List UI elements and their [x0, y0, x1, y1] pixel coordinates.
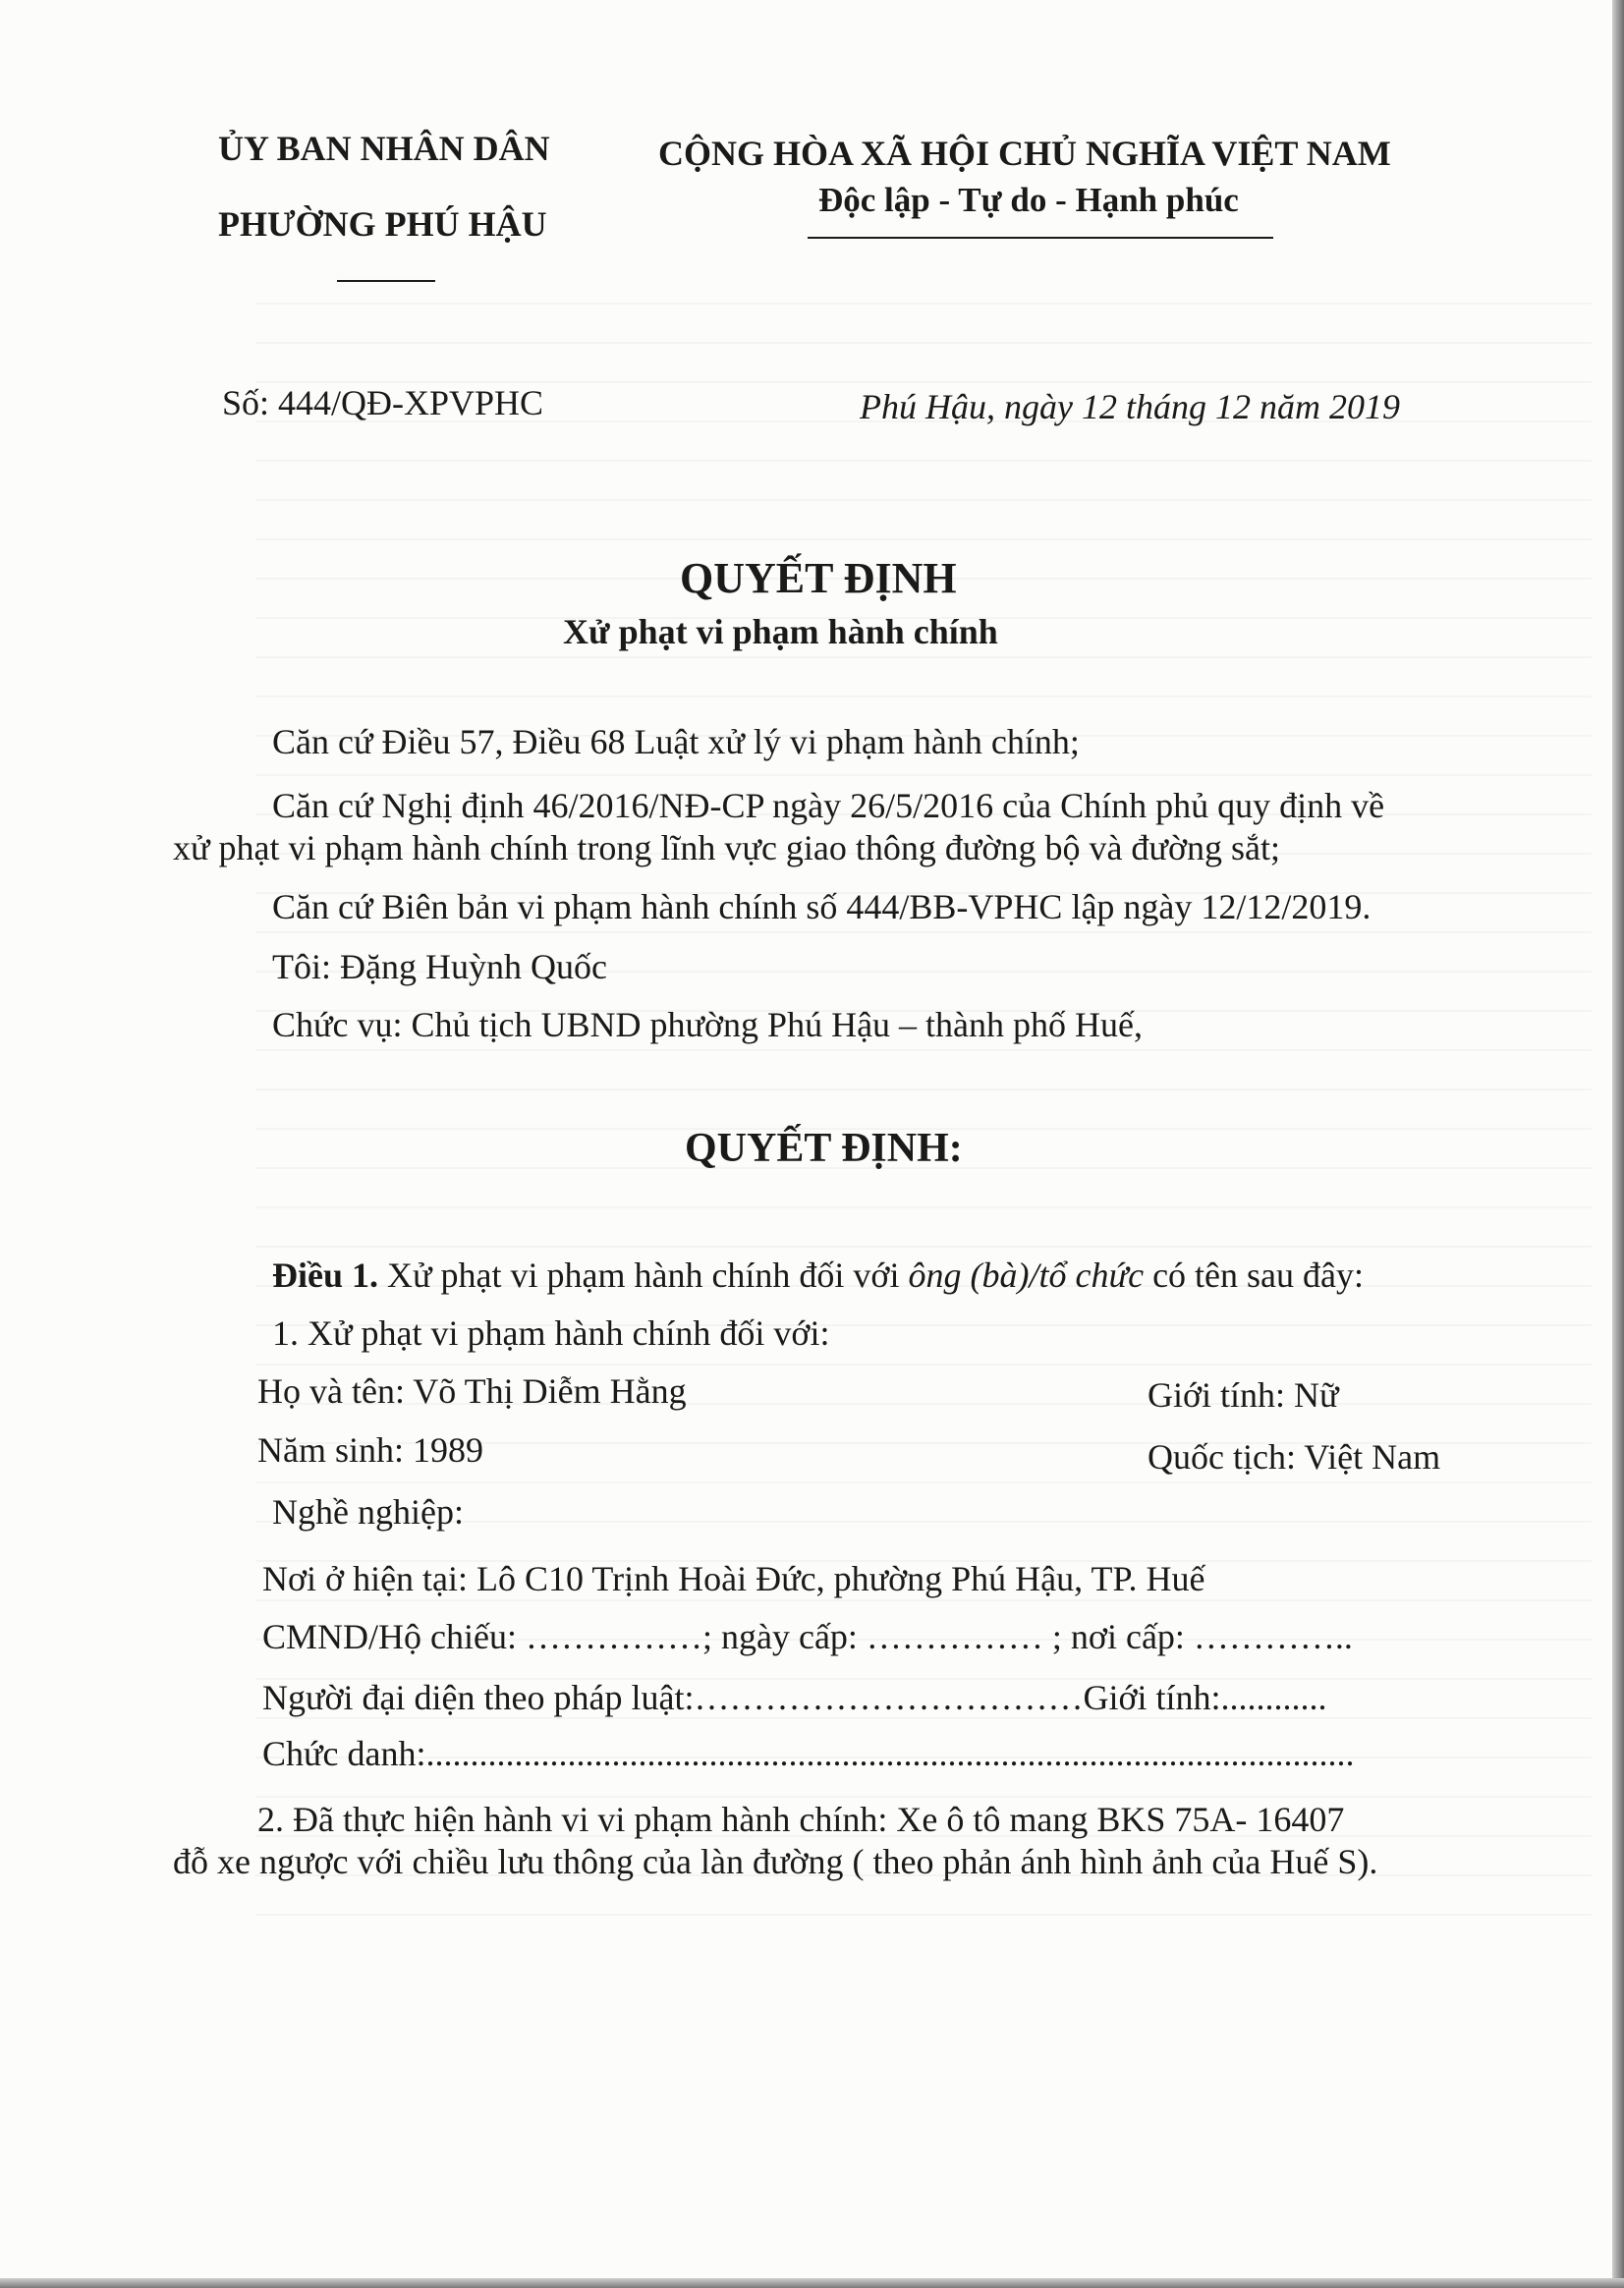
decision-heading: QUYẾT ĐỊNH: — [685, 1126, 963, 1171]
national-title: CỘNG HÒA XÃ HỘI CHỦ NGHĨA VIỆT NAM — [658, 134, 1391, 173]
signer-name: Tôi: Đặng Huỳnh Quốc — [272, 947, 607, 986]
field-birth-year: Năm sinh: 1989 — [257, 1430, 483, 1470]
motto-underline — [808, 237, 1273, 239]
scan-edge-right — [1612, 0, 1624, 2288]
item1-heading: 1. Xử phạt vi phạm hành chính đối với: — [272, 1313, 830, 1353]
article1-label: Điều 1. — [272, 1256, 378, 1295]
place-and-date: Phú Hậu, ngày 12 tháng 12 năm 2019 — [860, 387, 1400, 426]
basis-decree-line2: xử phạt vi phạm hành chính trong lĩnh vực giao thông đường bộ và đường sắt; — [173, 828, 1280, 867]
agency-name-line1: ỦY BAN NHÂN DÂN — [218, 129, 550, 168]
field-occupation: Nghề nghiệp: — [272, 1492, 464, 1532]
article1-text-italic: ông (bà)/tổ chức — [908, 1256, 1145, 1295]
item2-line2: đỗ xe ngược với chiều lưu thông của làn đường ( theo phản ánh hình ảnh của Huế S). — [173, 1842, 1378, 1881]
agency-name-line2: PHƯỜNG PHÚ HẬU — [218, 204, 547, 244]
document-number: Số: 444/QĐ-XPVPHC — [222, 383, 544, 422]
article1-intro — [272, 1255, 1364, 1296]
field-address: Nơi ở hiện tại: Lô C10 Trịnh Hoài Đức, phường Phú Hậu, TP. Huế — [262, 1559, 1205, 1598]
basis-record: Căn cứ Biên bản vi phạm hành chính số 444/BB-VPHC lập ngày 12/12/2019. — [272, 887, 1372, 926]
article1-text-a: Xử phạt vi phạm hành chính đối với — [378, 1256, 909, 1295]
basis-law: Căn cứ Điều 57, Điều 68 Luật xử lý vi phạm hành chính; — [272, 722, 1080, 761]
field-full-name: Họ và tên: Võ Thị Diễm Hằng — [257, 1371, 687, 1411]
agency-underline — [337, 280, 435, 282]
basis-decree-line1: Căn cứ Nghị định 46/2016/NĐ-CP ngày 26/5/2016 của Chính phủ quy định về — [272, 786, 1385, 825]
field-id-card: CMND/Hộ chiếu: ……………; ngày cấp: …………… ; nơi cấp: ………….. — [262, 1617, 1353, 1656]
field-gender: Giới tính: Nữ — [1148, 1375, 1339, 1415]
item2-line1: 2. Đã thực hiện hành vi vi phạm hành chính: Xe ô tô mang BKS 75A- 16407 — [257, 1800, 1345, 1839]
signer-position: Chức vụ: Chủ tịch UBND phường Phú Hậu – thành phố Huế, — [272, 1005, 1144, 1044]
field-nationality: Quốc tịch: Việt Nam — [1148, 1437, 1441, 1477]
field-title: Chức danh:......................................................................................................... — [262, 1734, 1355, 1773]
scan-edge-bottom — [0, 2278, 1624, 2288]
document-title: QUYẾT ĐỊNH — [680, 554, 957, 602]
field-legal-representative: Người đại diện theo pháp luật:……………………………Giới tính:............ — [262, 1678, 1327, 1717]
national-motto: Độc lập - Tự do - Hạnh phúc — [818, 181, 1239, 219]
article1-text-b: có tên sau đây: — [1144, 1256, 1364, 1295]
document-subtitle: Xử phạt vi phạm hành chính — [563, 612, 998, 651]
